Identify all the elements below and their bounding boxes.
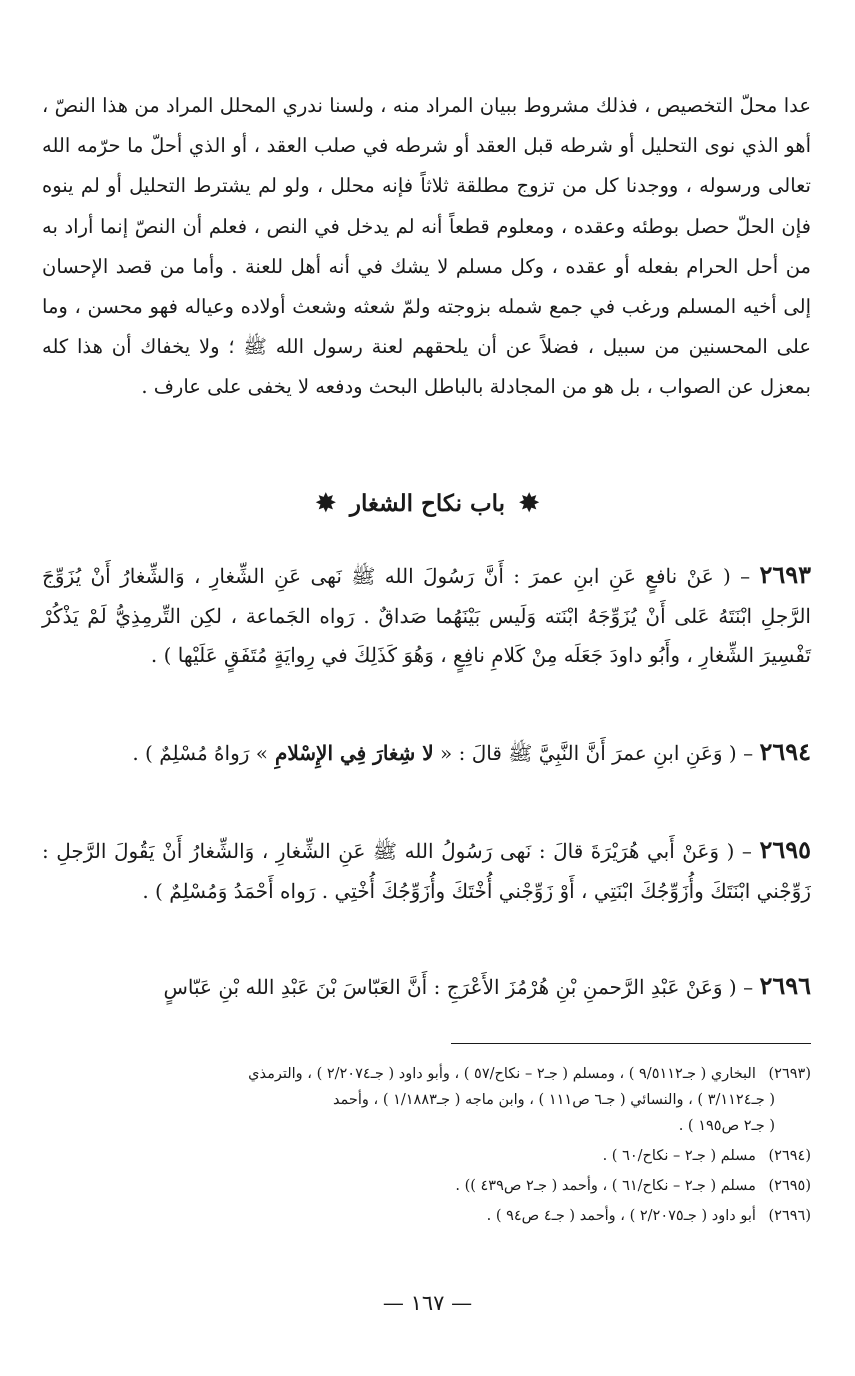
page-number: — ١٦٧ —: [382, 1291, 473, 1315]
footnote-number: (٢٦٩٤): [768, 1148, 811, 1164]
hadith-2695: [42, 830, 811, 911]
footnote-text: مسلم ( جـ٢ – نكاح/٦٠ ) .: [602, 1148, 756, 1164]
footnote-item: [42, 1061, 811, 1139]
footnote-item: [42, 1143, 811, 1169]
hadith-2693: [42, 555, 811, 676]
footnote-text: أبو داود ( جـ٢/٢٠٧٥ ) ، وأحمد ( جـ٤ ص٩٤ ) .: [486, 1208, 756, 1224]
hadith-number: ٢٦٩٣: [759, 560, 811, 589]
hadith-text: – ( وَعَنْ أَبي هُرَيْرَةَ قالَ : نَهى رَسُولُ الله ﷺ عَنِ الشِّغارِ ، وَالشِّغارُ أَنْ يَقُولَ الرَّجلِ : زَوِّجْني ابْنَتَكَ وأُزَوِّجُكَ ابْنَتِي ، أَوْ زَوِّجْني أُخْتَكَ وأُزَوِّجُكَ أُخْتِي . رَواه أَحْمَدُ وَمُسْلِمٌ ) .: [42, 839, 811, 903]
footnote-text-continued: ( جـ٣/١١٢٤ ) ، والنسائي ( جـ٦ ص١١١ ) ، وابن ماجه ( جـ١/١٨٨٣ ) ، وأحمد: [332, 1092, 775, 1108]
hadith-text: – ( عَنْ نافعٍ عَنِ ابنِ عمرَ : أَنَّ رَسُولَ الله ﷺ نَهى عَنِ الشِّغارِ ، وَالشِّغارُ أَنْ يُزَوِّجَ الرَّجلِ ابْنَتَهُ عَلى أَنْ يُزَوِّجَهُ ابْنَته وَلَيس بَيْنَهُما صَداقٌ . رَواه الجَماعة ، لكِن التِّرمِذِيُّ لَمْ يَذْكُرْ تَفْسِيرَ الشِّغارِ ، وأَبُو داودَ جَعَلَه مِنْ كَلامِ نافِعٍ ، وَهُوَ كَذَلِكَ في رِوايَةٍ مُتَفَقٍ عَلَيْها ) .: [42, 564, 811, 667]
section-heading: [0, 488, 855, 517]
hadith-number: ٢٦٩٦: [759, 971, 811, 1000]
hadith-text: – ( وَعَنْ عَبْدِ الرَّحمنِ بْنِ هُرْمُزَ الأَعْرَجِ : أَنَّ العَبّاسَ بْنَ عَبْدِ الله بْنِ عَبّاسٍ: [163, 975, 754, 999]
hadith-quote-bold: لا شِغارَ فِي الإِسْلامِ: [268, 741, 434, 765]
footnote-number: (٢٦٩٦): [768, 1208, 811, 1224]
footnote-number: (٢٦٩٣): [768, 1066, 811, 1082]
footnote-text: البخاري ( جـ٩/٥١١٢ ) ، ومسلم ( جـ٢ – نكاح/٥٧ ) ، وأبو داود ( جـ٢/٢٠٧٤ ) ، والترمذي: [248, 1066, 756, 1082]
hadith-2694: [42, 732, 811, 774]
footnote-text-continued: ( جـ٢ ص١٩٥ ) .: [678, 1118, 775, 1134]
hadith-number: ٢٦٩٥: [759, 835, 811, 864]
footnote-text: مسلم ( جـ٢ – نكاح/٦١ ) ، وأحمد ( جـ٢ ص٤٣٩ )) .: [455, 1178, 756, 1194]
hadith-2696: [42, 966, 811, 1008]
star-ornament-icon: ✸: [519, 488, 540, 517]
footnote-number: (٢٦٩٥): [768, 1178, 811, 1194]
hadith-text: – ( وَعَنِ ابنِ عمرَ أَنَّ النَّبِيَّ ﷺ قالَ : «: [440, 741, 754, 765]
hadith-text-end: » رَواهُ مُسْلِمٌ ) .: [132, 741, 268, 765]
hadith-number: ٢٦٩٤: [759, 737, 811, 766]
section-title-text: باب نكاح الشغار: [349, 490, 506, 517]
footnotes: [42, 1061, 811, 1233]
intro-paragraph: عدا محلّ التخصيص ، فذلك مشروط ببيان المراد منه ، ولسنا ندري المحلل المراد من هذا النصّ ، أهو الذي نوى التحليل أو شرطه قبل العقد أو شرطه في صلب العقد ، أو الذي أحلّ ما حرّمه الله تعالى ورسوله ، ووجدنا كل من تزوج مطلقة ثلاثاً فإنه محلل ، ولو لم يشترط التحليل أو لم ينوه فإن الحلّ حصل بوطئه وعقده ، ومعلوم قطعاً أنه لم يدخل في النص ، فعلم أن النصّ إنما أراد به من أحل الحرام بفعله أو عقده ، وكل مسلم لا يشك في أنه أهل للعنة . وأما من قصد الإحسان إلى أخيه المسلم ورغب في جمع شمله بزوجته ولمّ شعثه وشعث أولاده وعياله فهو محسن ، وما على المحسنين من سبيل ، فضلاً عن أن يلحقهم لعنة رسول الله ﷺ ؛ ولا يخفاك أن هذا كله بمعزل عن الصواب ، بل هو من المجادلة بالباطل البحث ودفعه لا يخفى على عارف .: [42, 94, 811, 399]
star-ornament-icon: ✸: [315, 488, 336, 517]
footnote-divider: [451, 1043, 811, 1044]
footnote-item: [42, 1173, 811, 1199]
footnote-item: [42, 1203, 811, 1229]
